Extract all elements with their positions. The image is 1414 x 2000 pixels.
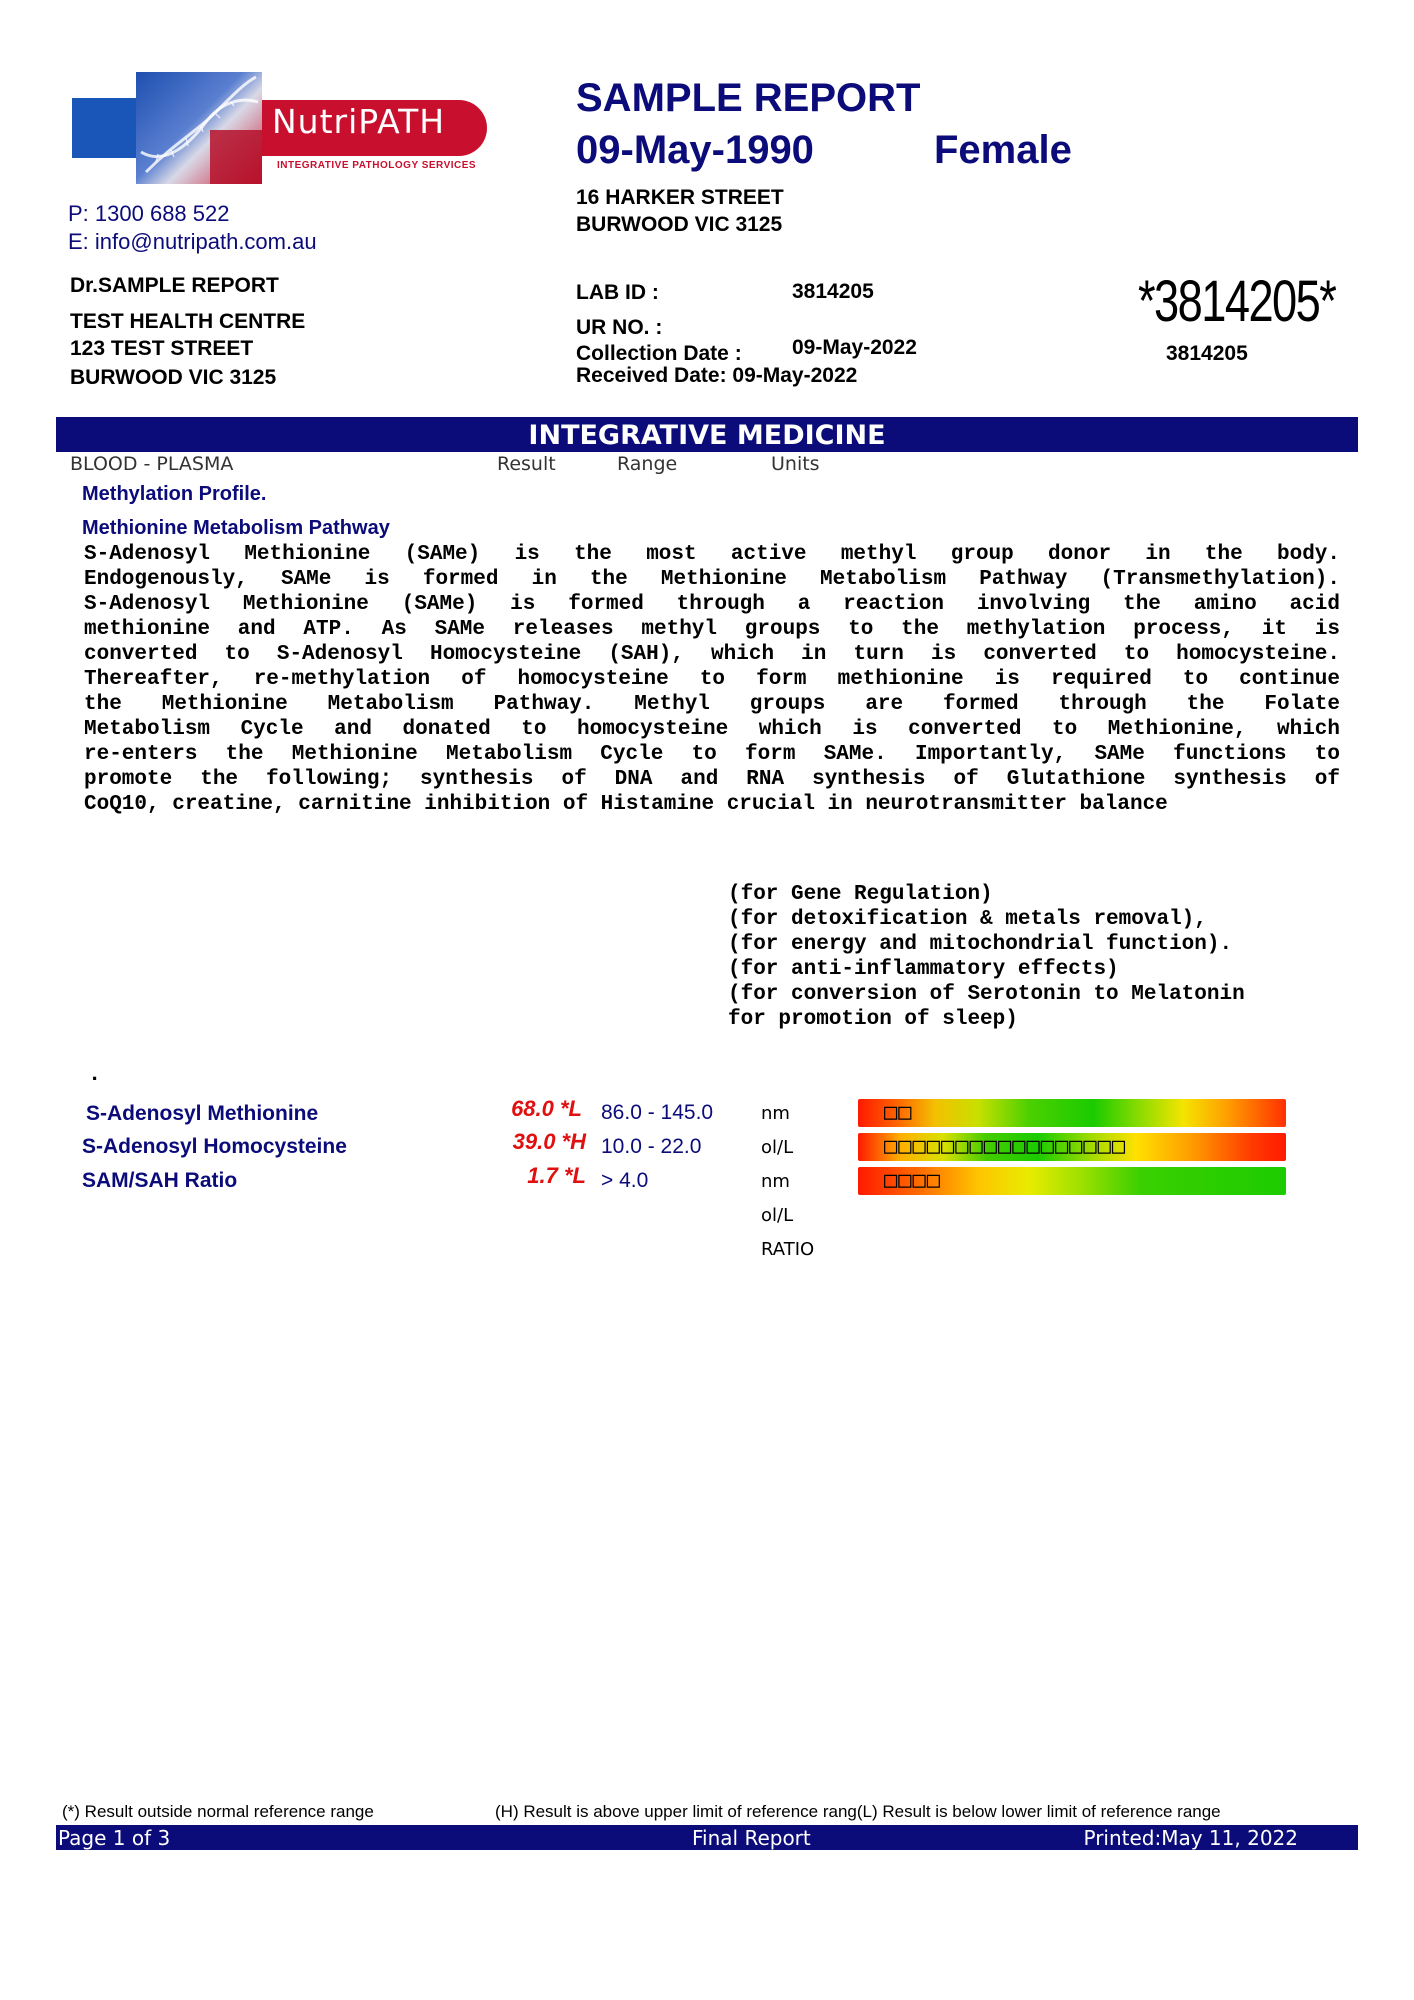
barcode-number: 3814205 (1166, 342, 1248, 365)
function-item: (for detoxification & metals removal), (728, 908, 1207, 931)
function-item: (for energy and mitochondrial function). (728, 933, 1233, 956)
test-name-ratio: SAM/SAH Ratio (82, 1169, 238, 1192)
description-line: S-Adenosyl Methionine (SAMe) is formed through a reaction involving the amino acid (84, 593, 1340, 616)
doctor-suburb: BURWOOD VIC 3125 (70, 366, 277, 389)
pathway-description (84, 542, 1340, 817)
contact-email: E: info@nutripath.com.au (68, 229, 317, 254)
function-item: (for conversion of Serotonin to Melatonin (728, 983, 1245, 1006)
description-line: Endogenously, SAMe is formed in the Methionine Metabolism Pathway (Transmethylation). (84, 568, 1340, 591)
description-line: Metabolism Cycle and donated to homocysteine which is converted to Methionine, which (84, 718, 1340, 741)
separator-dot: . (88, 1062, 102, 1087)
doctor-name: Dr.SAMPLE REPORT (70, 274, 279, 297)
collection-label: Collection Date : (576, 342, 742, 365)
description-line: methionine and ATP. As SAMe releases methyl groups to the methylation process, it is (84, 618, 1340, 641)
profile-title: Methylation Profile. (82, 483, 267, 505)
test-range-same: 86.0 - 145.0 (601, 1101, 714, 1124)
unit-label: ol/L (761, 1137, 794, 1158)
logo-brand: NutriPATH (272, 102, 446, 141)
function-item: (for anti-inflammatory effects) (728, 958, 1119, 981)
test-result-ratio: 1.7 *L (527, 1163, 586, 1188)
footer-page: Page 1 of 3 (58, 1826, 171, 1850)
nutripath-logo (72, 70, 492, 185)
unit-label: RATIO (761, 1239, 815, 1260)
pathway-title: Methionine Metabolism Pathway (82, 517, 390, 539)
legend-high-low: (H) Result is above upper limit of reference rang(L) Result is below lower limit of reference range (495, 1802, 1221, 1821)
test-name-sah: S-Adenosyl Homocysteine (82, 1135, 347, 1158)
patient-dob: 09-May-1990 (576, 128, 814, 172)
function-item: for promotion of sleep) (728, 1008, 1018, 1031)
function-item: (for Gene Regulation) (728, 883, 993, 906)
footer-status: Final Report (692, 1826, 811, 1850)
doctor-street: 123 TEST STREET (70, 337, 254, 360)
logo-tagline: INTEGRATIVE PATHOLOGY SERVICES (277, 160, 477, 171)
specimen-label: BLOOD - PLASMA (70, 453, 234, 475)
patient-sex: Female (934, 128, 1072, 172)
gauge-same (858, 1099, 1286, 1127)
footer-printed: Printed:May 11, 2022 (1083, 1826, 1298, 1850)
gauge-marker: □□□□□□□□□□□□□□□□□ (884, 1134, 1127, 1159)
received-date: Received Date: 09-May-2022 (576, 364, 858, 387)
gauge-marker: □□ (884, 1100, 913, 1125)
section-title-bar: INTEGRATIVE MEDICINE (56, 417, 1358, 452)
functions-list (728, 882, 1245, 1032)
test-name-same: S-Adenosyl Methionine (86, 1102, 319, 1125)
unit-label: nm (761, 1171, 790, 1192)
description-line: re-enters the Methionine Metabolism Cycle to form SAMe. Importantly, SAMe functions to (84, 743, 1340, 766)
gauge-marker: □□□□ (884, 1168, 941, 1193)
test-result-same: 68.0 *L (511, 1096, 582, 1121)
description-line: S-Adenosyl Methionine (SAMe) is the most active methyl group donor in the body. (84, 543, 1340, 566)
description-line: promote the following; synthesis of DNA and RNA synthesis of Glutathione synthesis of (84, 768, 1340, 791)
description-line: the Methionine Metabolism Pathway. Methyl groups are formed through the Folate (84, 693, 1340, 716)
ur-label: UR NO. : (576, 316, 663, 339)
report-title: SAMPLE REPORT (576, 76, 921, 120)
test-result-sah: 39.0 *H (512, 1129, 586, 1154)
description-line: converted to S-Adenosyl Homocysteine (SAH), which in turn is converted to homocysteine. (84, 643, 1340, 666)
legend-outside-range: (*) Result outside normal reference range (62, 1802, 374, 1821)
unit-label: ol/L (761, 1205, 794, 1226)
patient-street: 16 HARKER STREET (576, 186, 784, 209)
collection-date: 09-May-2022 (792, 336, 917, 359)
contact-phone: P: 1300 688 522 (68, 201, 230, 226)
description-line: Thereafter, re-methylation of homocysteine to form methionine is required to continue (84, 668, 1340, 691)
lab-id-label: LAB ID : (576, 281, 659, 304)
column-range: Range (617, 453, 678, 475)
gauge-ratio (858, 1167, 1286, 1195)
unit-label: nm (761, 1103, 790, 1124)
lab-id-value: 3814205 (792, 280, 874, 303)
test-range-ratio: > 4.0 (601, 1169, 649, 1192)
description-line: CoQ10, creatine, carnitine inhibition of Histamine crucial in neurotransmitter balance (84, 793, 1168, 816)
column-result: Result (497, 453, 556, 475)
column-units: Units (771, 453, 820, 475)
footer-bar (56, 1825, 1358, 1850)
barcode-text: *3814205* (1138, 269, 1336, 334)
patient-suburb: BURWOOD VIC 3125 (576, 213, 783, 236)
test-range-sah: 10.0 - 22.0 (601, 1135, 702, 1158)
doctor-centre: TEST HEALTH CENTRE (70, 310, 306, 333)
gauge-sah (858, 1133, 1286, 1161)
